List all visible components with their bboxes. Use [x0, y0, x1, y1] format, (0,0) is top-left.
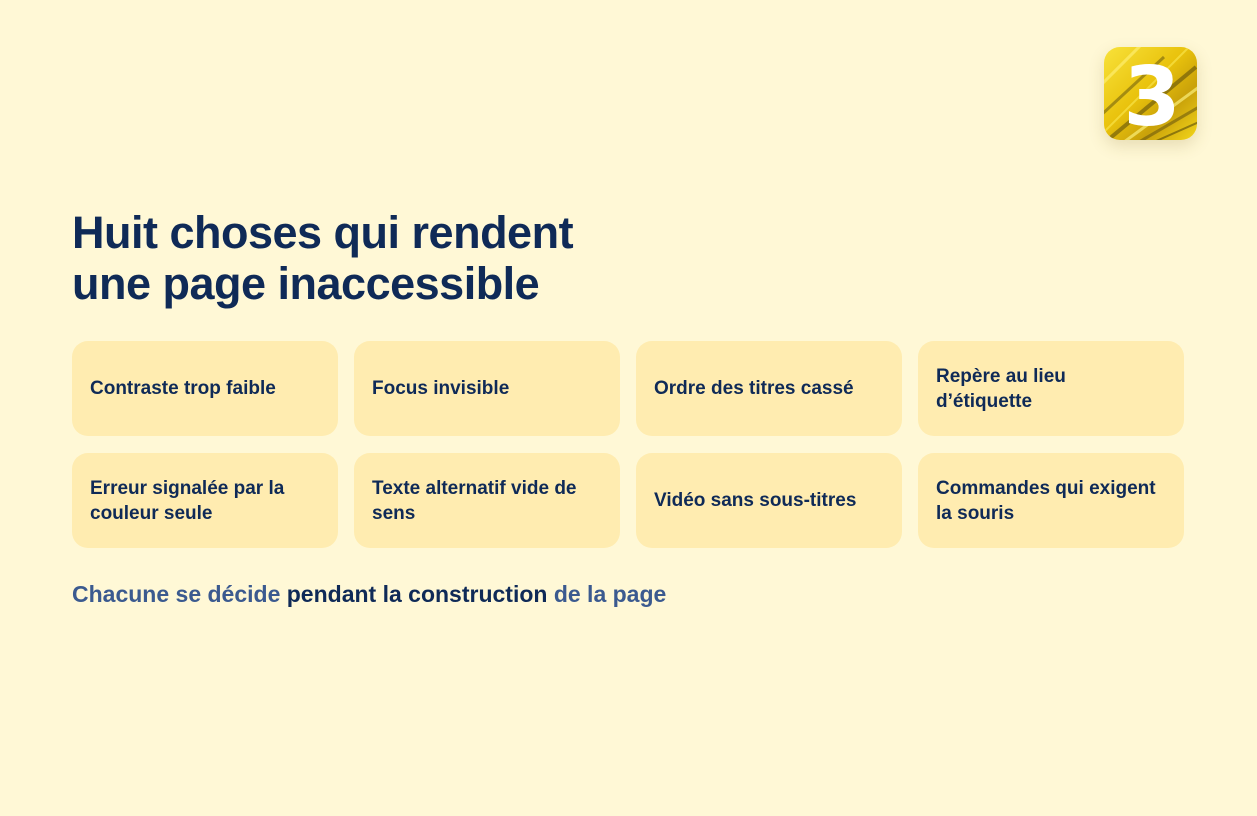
issue-card-label: Commandes qui exigent la souris — [936, 477, 1156, 524]
footer-statement — [72, 579, 666, 609]
issues-grid — [72, 341, 1185, 548]
issue-card — [354, 341, 620, 436]
issue-card-label: Erreur signalée par la couleur seule — [90, 477, 285, 524]
issue-card — [918, 453, 1184, 548]
issue-card — [636, 453, 902, 548]
issue-card — [918, 341, 1184, 436]
number-3-logo-icon — [1104, 47, 1197, 140]
issue-card-label: Texte alternatif vide de sens — [372, 477, 577, 524]
issue-card-label: Repère au lieu d’étiquette — [936, 365, 1066, 412]
issue-card — [72, 341, 338, 436]
issue-card-label: Focus invisible — [372, 378, 510, 399]
footer-part-2: pendant la construction — [286, 581, 548, 607]
issue-card-label: Vidéo sans sous-titres — [654, 490, 857, 511]
issue-card — [72, 453, 338, 548]
footer-part-1: Chacune se décide — [72, 581, 281, 607]
page-title-line-2: une page inaccessible — [72, 258, 540, 309]
issue-card-label: Contraste trop faible — [90, 378, 276, 399]
issue-card-label: Ordre des titres cassé — [654, 378, 854, 399]
page-title — [72, 207, 573, 309]
issue-card — [354, 453, 620, 548]
issue-card — [636, 341, 902, 436]
svg-text:3: 3 — [1123, 50, 1181, 140]
page-title-line-1: Huit choses qui rendent — [72, 207, 574, 258]
footer-part-3: de la page — [553, 581, 667, 607]
